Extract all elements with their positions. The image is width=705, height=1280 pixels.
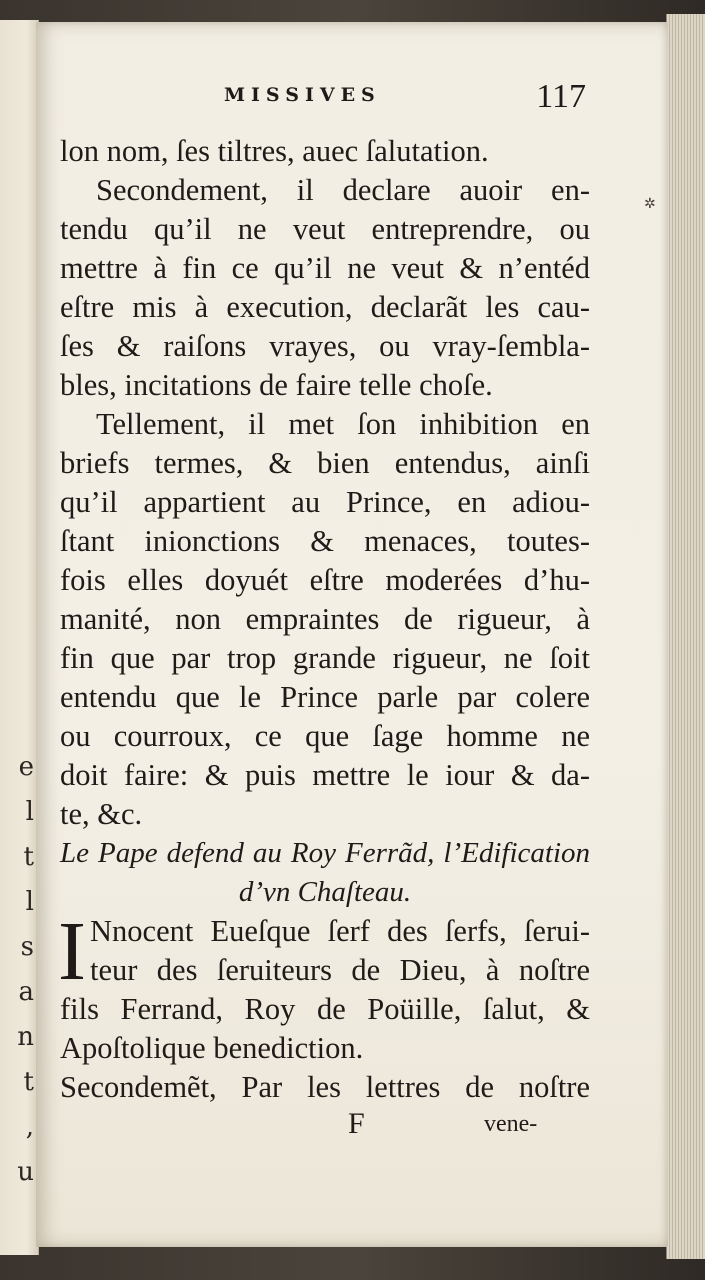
- left-page-edge: [0, 20, 39, 1255]
- text-line: Nnocent Eueſque ſerf des ſerfs, ſerui-: [90, 914, 590, 948]
- catchword: vene-: [484, 1111, 538, 1137]
- text-line: briefs termes, & bien entendus, ainſi: [60, 446, 590, 480]
- text-line: te, &c.: [60, 797, 143, 831]
- page-body: [60, 132, 590, 1107]
- text-line: manité, non empraintes de rigueur, à: [60, 602, 590, 636]
- text-line: mettre à fin ce qu’il ne veut & n’entéd: [60, 251, 590, 285]
- drop-capital: I: [58, 905, 86, 998]
- letter-block: [58, 905, 590, 1107]
- text-line: ou courroux, ce que ſage homme ne: [60, 719, 590, 753]
- page-block-edges: [666, 14, 705, 1259]
- left-margin-letters: e l t l s a n t , u: [17, 752, 34, 1187]
- text-line: fin que par trop grande rigueur, ne ſoit: [60, 641, 590, 675]
- text-line: teur des ſeruiteurs de Dieu, à noſtre: [90, 953, 590, 987]
- page-number: 117: [536, 78, 586, 115]
- signature-mark: F: [348, 1107, 365, 1140]
- text-line: tendu qu’il ne veut entreprendre, ou: [60, 212, 590, 246]
- text-line: doit faire: & puis mettre le iour & da-: [60, 758, 590, 792]
- page-footer: [36, 1107, 668, 1147]
- book-page: [36, 22, 668, 1247]
- text-line: ſes & raiſons vrayes, ou vray-ſembla-: [60, 329, 590, 363]
- text-line: lon nom, ſes tiltres, auec ſalutation.: [60, 134, 489, 168]
- printer-ornament-icon: ✲: [644, 197, 656, 212]
- text-line: bles, incitations de faire telle choſe.: [60, 368, 493, 402]
- section-heading: Le Pape defend au Roy Ferrãd, l’Edification: [60, 837, 590, 869]
- text-line: qu’il appartient au Prince, en adiou-: [60, 485, 590, 519]
- text-line: Secondement, il declare auoir en-: [96, 173, 590, 207]
- text-line: ſtant inionctions & menaces, toutes-: [60, 524, 590, 558]
- text-line: Apoſtolique benediction.: [60, 1031, 364, 1065]
- text-line: fois elles doyuét eſtre moderées d’hu-: [60, 563, 590, 597]
- text-line: Secondemẽt, Par les lettres de noſtre: [60, 1070, 590, 1104]
- text-line: entendu que le Prince parle par colere: [60, 680, 590, 714]
- text-line: eſtre mis à execution, declarãt les cau-: [60, 290, 590, 324]
- running-head: MISSIVES: [224, 84, 381, 106]
- section-heading-continued: d’vn Chaſteau.: [238, 876, 412, 908]
- text-line: Tellement, il met ſon inhibition en: [96, 407, 590, 441]
- text-line: fils Ferrand, Roy de Poüille, ſalut, &: [60, 992, 590, 1026]
